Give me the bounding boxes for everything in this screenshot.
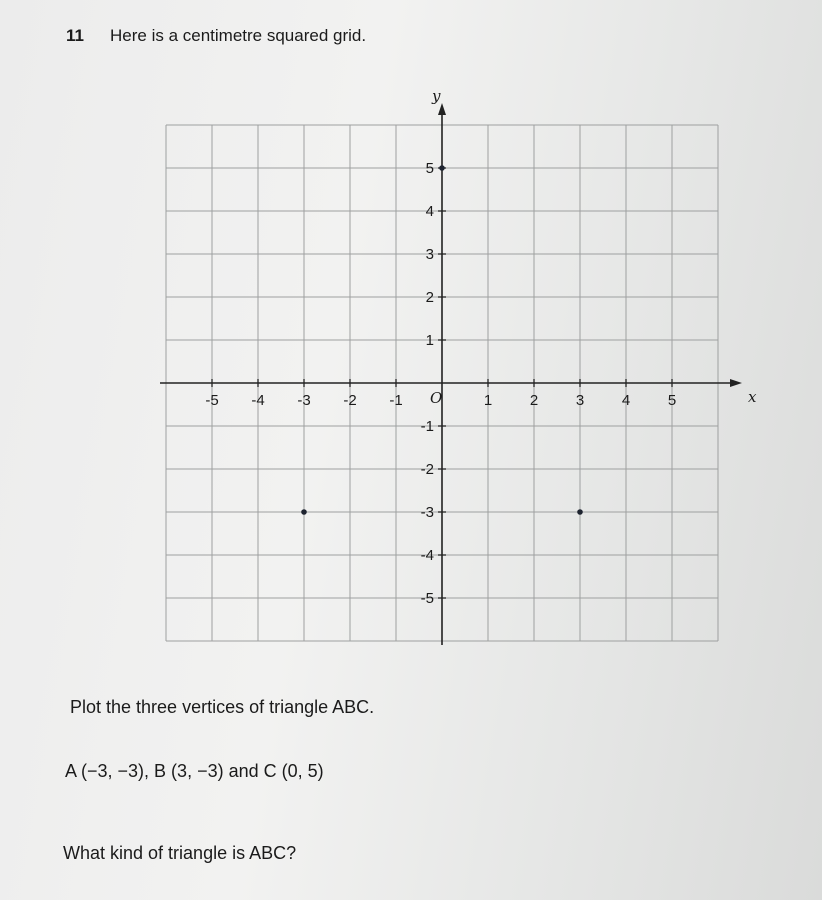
y-tick-label: 4 <box>425 203 434 220</box>
x-tick-label: 4 <box>621 392 631 409</box>
triangle-question: What kind of triangle is ABC? <box>63 843 297 863</box>
instruction-text: Plot the three vertices of triangle ABC. <box>70 697 375 717</box>
x-axis-label: x <box>748 388 757 406</box>
question-intro: Here is a centimetre squared grid. <box>110 26 367 45</box>
y-tick-label: 2 <box>425 289 434 306</box>
x-tick-label: 2 <box>529 392 539 409</box>
y-axis-label: y <box>432 87 441 105</box>
y-tick-label: -1 <box>420 418 434 435</box>
y-tick-label: 3 <box>425 246 434 263</box>
plotted-point <box>439 165 445 171</box>
x-axis-arrow-icon <box>730 379 742 387</box>
x-tick-label: 3 <box>575 392 585 409</box>
plotted-point <box>301 509 307 515</box>
y-tick-label: -2 <box>420 461 434 478</box>
x-tick-label: -3 <box>297 392 311 409</box>
vertex-coordinates: A (−3, −3), B (3, −3) and C (0, 5) <box>65 761 324 781</box>
origin-label: O <box>430 389 443 407</box>
x-tick-label: 1 <box>483 392 493 409</box>
x-tick-label: -1 <box>389 392 403 409</box>
question-number: 11 <box>66 26 84 45</box>
x-tick-label: -4 <box>251 392 265 409</box>
y-tick-label: -4 <box>420 547 434 564</box>
y-tick-label: -5 <box>420 590 434 607</box>
axes <box>160 103 742 645</box>
y-tick-label: -3 <box>420 504 434 521</box>
x-tick-label: -5 <box>205 392 219 409</box>
y-tick-label: 5 <box>425 160 434 177</box>
x-tick-label: -2 <box>343 392 357 409</box>
x-tick-label: 5 <box>667 392 677 409</box>
plotted-point <box>577 509 583 515</box>
y-tick-label: 1 <box>425 332 434 349</box>
